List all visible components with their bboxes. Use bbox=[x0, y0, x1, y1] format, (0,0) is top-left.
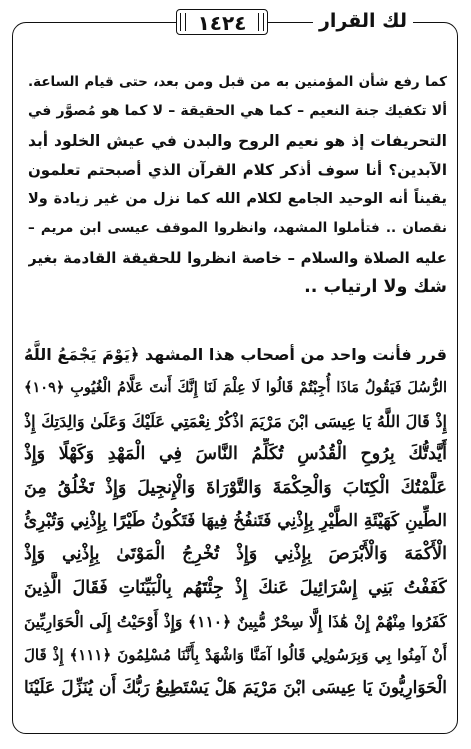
verse-line: الطِّينِ كَهَيْئَةِ الطَّيْرِ بِإِذْنِي فَتَنفُخُ فِيهَا فَتَكُونُ طَيْرًا بِإِذْنِي وَتُبْرِئُ bbox=[24, 510, 447, 531]
verse-line: كَفَرُوا مِنْهُمْ إِنْ هَٰذَا إِلَّا سِحْرٌ مُّبِينٌ ﴿١١٠﴾ وَإِذْ أَوْحَيْتُ إِلَى الْحَوَارِيِّينَ bbox=[24, 612, 447, 632]
verse-line: الْأَكْمَهَ وَالْأَبْرَصَ بِإِذْنِي وَإِذْ تُخْرِجُ الْمَوْتَىٰ بِإِذْنِي وَإِذْ bbox=[24, 544, 447, 565]
text-line: عليه الصلاة والسلام – خاصة انظروا للحقيقة القادمة بغير bbox=[28, 248, 447, 267]
text-line: نقصان .. فتأملوا المشهد، وانظروا الموقف عيسى ابن مريم – bbox=[28, 220, 447, 237]
verse-line: عَلَّمْتُكَ الْكِتَابَ وَالْحِكْمَةَ وَالتَّوْرَاةَ وَالْإِنجِيلَ وَإِذْ تَخْلُقُ مِنَ bbox=[24, 477, 447, 498]
text-line: يقيناً أنه الوحيد الجامع لكلام الله كما نزل من غير زيادة ولا bbox=[28, 191, 447, 208]
verse-line: الْحَوَارِيُّونَ يَا عِيسَى ابْنَ مَرْيَمَ هَلْ يَسْتَطِيعُ رَبُّكَ أَن يُنَزِّلَ عَلَيْنَا bbox=[24, 677, 447, 698]
page-header bbox=[0, 0, 471, 50]
verse-line: إِذْ قَالَ اللَّهُ يَا عِيسَى ابْنَ مَرْيَمَ اذْكُرْ نِعْمَتِي عَلَيْكَ وَعَلَىٰ وَالِدَتِكَ إِذْ bbox=[24, 411, 447, 431]
text-line: ألا تكفيك جنة النعيم – كما هي الحقيقة – لا كما هو مُصوَّر في bbox=[28, 103, 447, 120]
quran-verses bbox=[24, 338, 447, 705]
text-line: التحريفات إذ هو نعيم الروح والبدن في عيش الخلود أبد bbox=[28, 131, 447, 150]
page-number: ١٤٢٤ bbox=[176, 9, 268, 35]
text-line: الآبدين؟ أنا سوف أذكر كلام القرآن الذي أصبحتم تعلمون bbox=[28, 160, 447, 179]
body-text bbox=[28, 68, 447, 302]
text-line: كما رفع شأن المؤمنين به من قبل ومن بعد، حتى قيام الساعة. bbox=[28, 74, 447, 90]
verse-line: أَنْ آمِنُوا بِي وَبِرَسُولِي قَالُوا آمَنَّا وَاشْهَدْ بِأَنَّنَا مُسْلِمُونَ ﴿١١١﴾ إِذْ قَالَ bbox=[24, 645, 447, 664]
verse-line: الرُّسُلَ فَيَقُولُ مَاذَا أُجِبْتُمْ قَالُوا لَا عِلْمَ لَنَا إِنَّكَ أَنتَ عَلَّامُ الْغُيُوبِ ﴿١٠٩﴾ bbox=[24, 379, 447, 397]
verse-line: قرر فأنت واحد من أصحاب هذا المشهد ﴿يَوْمَ يَجْمَعُ اللَّهُ bbox=[24, 345, 447, 364]
running-title: لك القرار bbox=[313, 10, 413, 32]
verse-line: كَفَفْتُ بَنِي إِسْرَائِيلَ عَنكَ إِذْ جِئْتَهُم بِالْبَيِّنَاتِ فَقَالَ الَّذِينَ bbox=[24, 577, 447, 598]
text-line: شك ولا ارتياب .. bbox=[304, 277, 447, 298]
verse-line: أَيَّدتُّكَ بِرُوحِ الْقُدُسِ تُكَلِّمُ النَّاسَ فِي الْمَهْدِ وَكَهْلًا وَإِذْ bbox=[24, 444, 447, 465]
